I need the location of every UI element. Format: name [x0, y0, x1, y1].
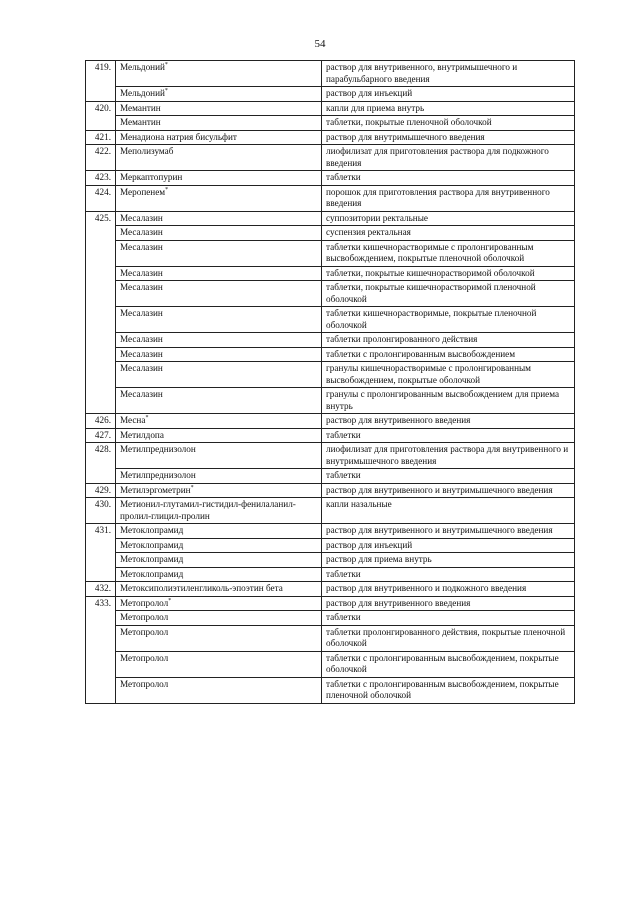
dosage-form: лиофилизат для приготовления раствора для внутривенного и внутримышечного введения: [322, 443, 575, 469]
row-number: 429.: [86, 483, 116, 498]
table-row: [86, 266, 575, 281]
drug-name: Меполизумаб: [120, 146, 174, 156]
drug-name-cell: [116, 240, 322, 266]
drug-name-cell: [116, 443, 322, 469]
drug-name: Метопролол: [120, 612, 169, 622]
table-row: [86, 211, 575, 226]
drug-name: Мельдоний: [120, 62, 165, 72]
table-row: [86, 362, 575, 388]
table-row: [86, 483, 575, 498]
dosage-form: таблетки, покрытые кишечнорастворимой пленочной оболочкой: [322, 281, 575, 307]
table-row: [86, 582, 575, 597]
drug-name: Месалазин: [120, 334, 163, 344]
dosage-form: суппозитории ректальные: [322, 211, 575, 226]
drug-name: Месалазин: [120, 348, 163, 359]
drug-name-cell: [116, 101, 322, 116]
drug-name: Месалазин: [120, 212, 163, 223]
row-number: 432.: [86, 582, 116, 597]
drug-name-cell: [116, 145, 322, 171]
drug-name: Меропенем: [120, 186, 166, 197]
drug-name-cell: [116, 281, 322, 307]
drug-name: Меркаптопурин: [120, 172, 183, 182]
drug-name-cell: [116, 61, 322, 87]
dosage-form: таблетки с пролонгированным высвобождением: [322, 347, 575, 362]
row-number: 433.: [86, 596, 116, 703]
drug-name: Метилпреднизолон: [120, 470, 196, 480]
table-row: [86, 567, 575, 582]
table-row: [86, 524, 575, 539]
dosage-form: раствор для внутримышечного введения: [322, 130, 575, 145]
table-row: [86, 347, 575, 362]
table-row: [86, 498, 575, 524]
table-row: [86, 101, 575, 116]
table-row: [86, 469, 575, 484]
drug-name-cell: [116, 567, 322, 582]
drug-table: [85, 60, 575, 704]
drug-name: Метилпреднизолон: [120, 444, 196, 454]
drug-name: Месалазин: [120, 363, 163, 373]
drug-name: Месалазин: [120, 267, 163, 278]
row-number: 420.: [86, 101, 116, 130]
dosage-form: таблетки: [322, 567, 575, 582]
dosage-form: таблетки: [322, 171, 575, 186]
drug-name-cell: [116, 362, 322, 388]
row-number: 430.: [86, 498, 116, 524]
dosage-form: раствор для приема внутрь: [322, 553, 575, 568]
table-row: [86, 443, 575, 469]
table-row: [86, 145, 575, 171]
table-row: [86, 388, 575, 414]
row-number: 428.: [86, 443, 116, 484]
drug-name: Метоксиполиэтиленгликоль-эпоэтин бета: [120, 583, 283, 593]
asterisk-mark: *: [164, 61, 168, 68]
drug-name-cell: [116, 333, 322, 348]
drug-name: Метилдопа: [120, 429, 164, 440]
drug-name: Метопролол: [120, 626, 169, 637]
drug-name-cell: [116, 266, 322, 281]
drug-name-cell: [116, 211, 322, 226]
table-row: [86, 130, 575, 145]
dosage-form: таблетки: [322, 469, 575, 484]
dosage-form: порошок для приготовления раствора для внутривенного введения: [322, 185, 575, 211]
row-number: 426.: [86, 414, 116, 429]
dosage-form: таблетки пролонгированного действия, покрытые пленочной оболочкой: [322, 625, 575, 651]
drug-name-cell: [116, 130, 322, 145]
drug-name-cell: [116, 498, 322, 524]
dosage-form: таблетки с пролонгированным высвобождением, покрытые пленочной оболочкой: [322, 677, 575, 703]
drug-name-cell: [116, 625, 322, 651]
drug-name: Метопролол: [120, 597, 169, 608]
drug-name-cell: [116, 226, 322, 241]
dosage-form: раствор для внутривенного введения: [322, 596, 575, 611]
dosage-form: капли для приема внутрь: [322, 101, 575, 116]
table-row: [86, 651, 575, 677]
asterisk-mark: *: [164, 87, 168, 94]
drug-name-cell: [116, 116, 322, 131]
drug-name: Метопролол: [120, 652, 169, 663]
drug-name-cell: [116, 538, 322, 553]
drug-name: Месалазин: [120, 389, 163, 399]
dosage-form: раствор для внутривенного и внутримышечного введения: [322, 524, 575, 539]
table-row: [86, 281, 575, 307]
dosage-form: таблетки, покрытые кишечнорастворимой оболочкой: [322, 266, 575, 281]
drug-name-cell: [116, 347, 322, 362]
table-row: [86, 538, 575, 553]
dosage-form: раствор для инъекций: [322, 87, 575, 102]
row-number: 424.: [86, 185, 116, 211]
drug-name: Мемантин: [120, 102, 161, 113]
drug-name: Метоклопрамид: [120, 539, 184, 550]
drug-name: Метоклопрамид: [120, 568, 184, 579]
page-number: 54: [314, 38, 326, 50]
table-row: [86, 61, 575, 87]
dosage-form: лиофилизат для приготовления раствора для подкожного введения: [322, 145, 575, 171]
drug-name: Метопролол: [120, 678, 169, 689]
drug-name: Метоклопрамид: [120, 554, 184, 564]
drug-name: Месалазин: [120, 227, 163, 237]
dosage-form: суспензия ректальная: [322, 226, 575, 241]
asterisk-mark: *: [145, 414, 149, 421]
dosage-form: таблетки: [322, 428, 575, 443]
drug-name: Метилэргометрин: [120, 484, 191, 495]
table-row: [86, 87, 575, 102]
table-row: [86, 116, 575, 131]
dosage-form: раствор для инъекций: [322, 538, 575, 553]
drug-name: Менадиона натрия бисульфит: [120, 131, 237, 142]
dosage-form: раствор для внутривенного и подкожного введения: [322, 582, 575, 597]
table-row: [86, 611, 575, 626]
table-row: [86, 428, 575, 443]
table-row: [86, 171, 575, 186]
table-row: [86, 553, 575, 568]
drug-name: Метионил-глутамил-гистидил-фенилаланил-пролил-глицил-пролин: [120, 499, 296, 521]
asterisk-mark: *: [190, 484, 194, 491]
drug-name-cell: [116, 428, 322, 443]
row-number: 422.: [86, 145, 116, 171]
drug-name: Месалазин: [120, 308, 163, 318]
table-row: [86, 677, 575, 703]
dosage-form: раствор для внутривенного и внутримышечного введения: [322, 483, 575, 498]
dosage-form: раствор для внутривенного, внутримышечного и парабульбарного введения: [322, 61, 575, 87]
drug-name-cell: [116, 651, 322, 677]
asterisk-mark: *: [168, 597, 172, 604]
dosage-form: гранулы с пролонгированным высвобождением для приема внутрь: [322, 388, 575, 414]
dosage-form: таблетки пролонгированного действия: [322, 333, 575, 348]
row-number: 427.: [86, 428, 116, 443]
dosage-form: гранулы кишечнорастворимые с пролонгированным высвобождением, покрытые оболочкой: [322, 362, 575, 388]
drug-name: Месалазин: [120, 241, 163, 252]
drug-name-cell: [116, 87, 322, 102]
drug-name-cell: [116, 611, 322, 626]
drug-name-cell: [116, 596, 322, 611]
dosage-form: таблетки с пролонгированным высвобождением, покрытые оболочкой: [322, 651, 575, 677]
table-row: [86, 185, 575, 211]
dosage-form: таблетки кишечнорастворимые, покрытые пленочной оболочкой: [322, 307, 575, 333]
drug-name-cell: [116, 524, 322, 539]
dosage-form: таблетки: [322, 611, 575, 626]
drug-name-cell: [116, 483, 322, 498]
drug-name-cell: [116, 582, 322, 597]
drug-table-body: [86, 61, 575, 704]
row-number: 431.: [86, 524, 116, 582]
drug-name: Метоклопрамид: [120, 525, 184, 535]
drug-name-cell: [116, 414, 322, 429]
dosage-form: капли назальные: [322, 498, 575, 524]
drug-name: Мемантин: [120, 117, 161, 127]
drug-name: Мельдоний: [120, 88, 165, 98]
drug-name-cell: [116, 553, 322, 568]
asterisk-mark: *: [165, 186, 169, 193]
row-number: 419.: [86, 61, 116, 102]
drug-name-cell: [116, 469, 322, 484]
drug-name-cell: [116, 307, 322, 333]
dosage-form: таблетки кишечнорастворимые с пролонгированным высвобождением, покрытые пленочной оболочкой: [322, 240, 575, 266]
table-row: [86, 625, 575, 651]
drug-name-cell: [116, 388, 322, 414]
table-row: [86, 333, 575, 348]
table-row: [86, 307, 575, 333]
dosage-form: таблетки, покрытые пленочной оболочкой: [322, 116, 575, 131]
drug-name-cell: [116, 171, 322, 186]
table-row: [86, 414, 575, 429]
table-row: [86, 240, 575, 266]
drug-name-cell: [116, 677, 322, 703]
drug-name: Месалазин: [120, 282, 163, 292]
drug-name-cell: [116, 185, 322, 211]
table-row: [86, 226, 575, 241]
row-number: 425.: [86, 211, 116, 414]
row-number: 421.: [86, 130, 116, 145]
dosage-form: раствор для внутривенного введения: [322, 414, 575, 429]
drug-name: Месна: [120, 415, 146, 425]
row-number: 423.: [86, 171, 116, 186]
table-row: [86, 596, 575, 611]
